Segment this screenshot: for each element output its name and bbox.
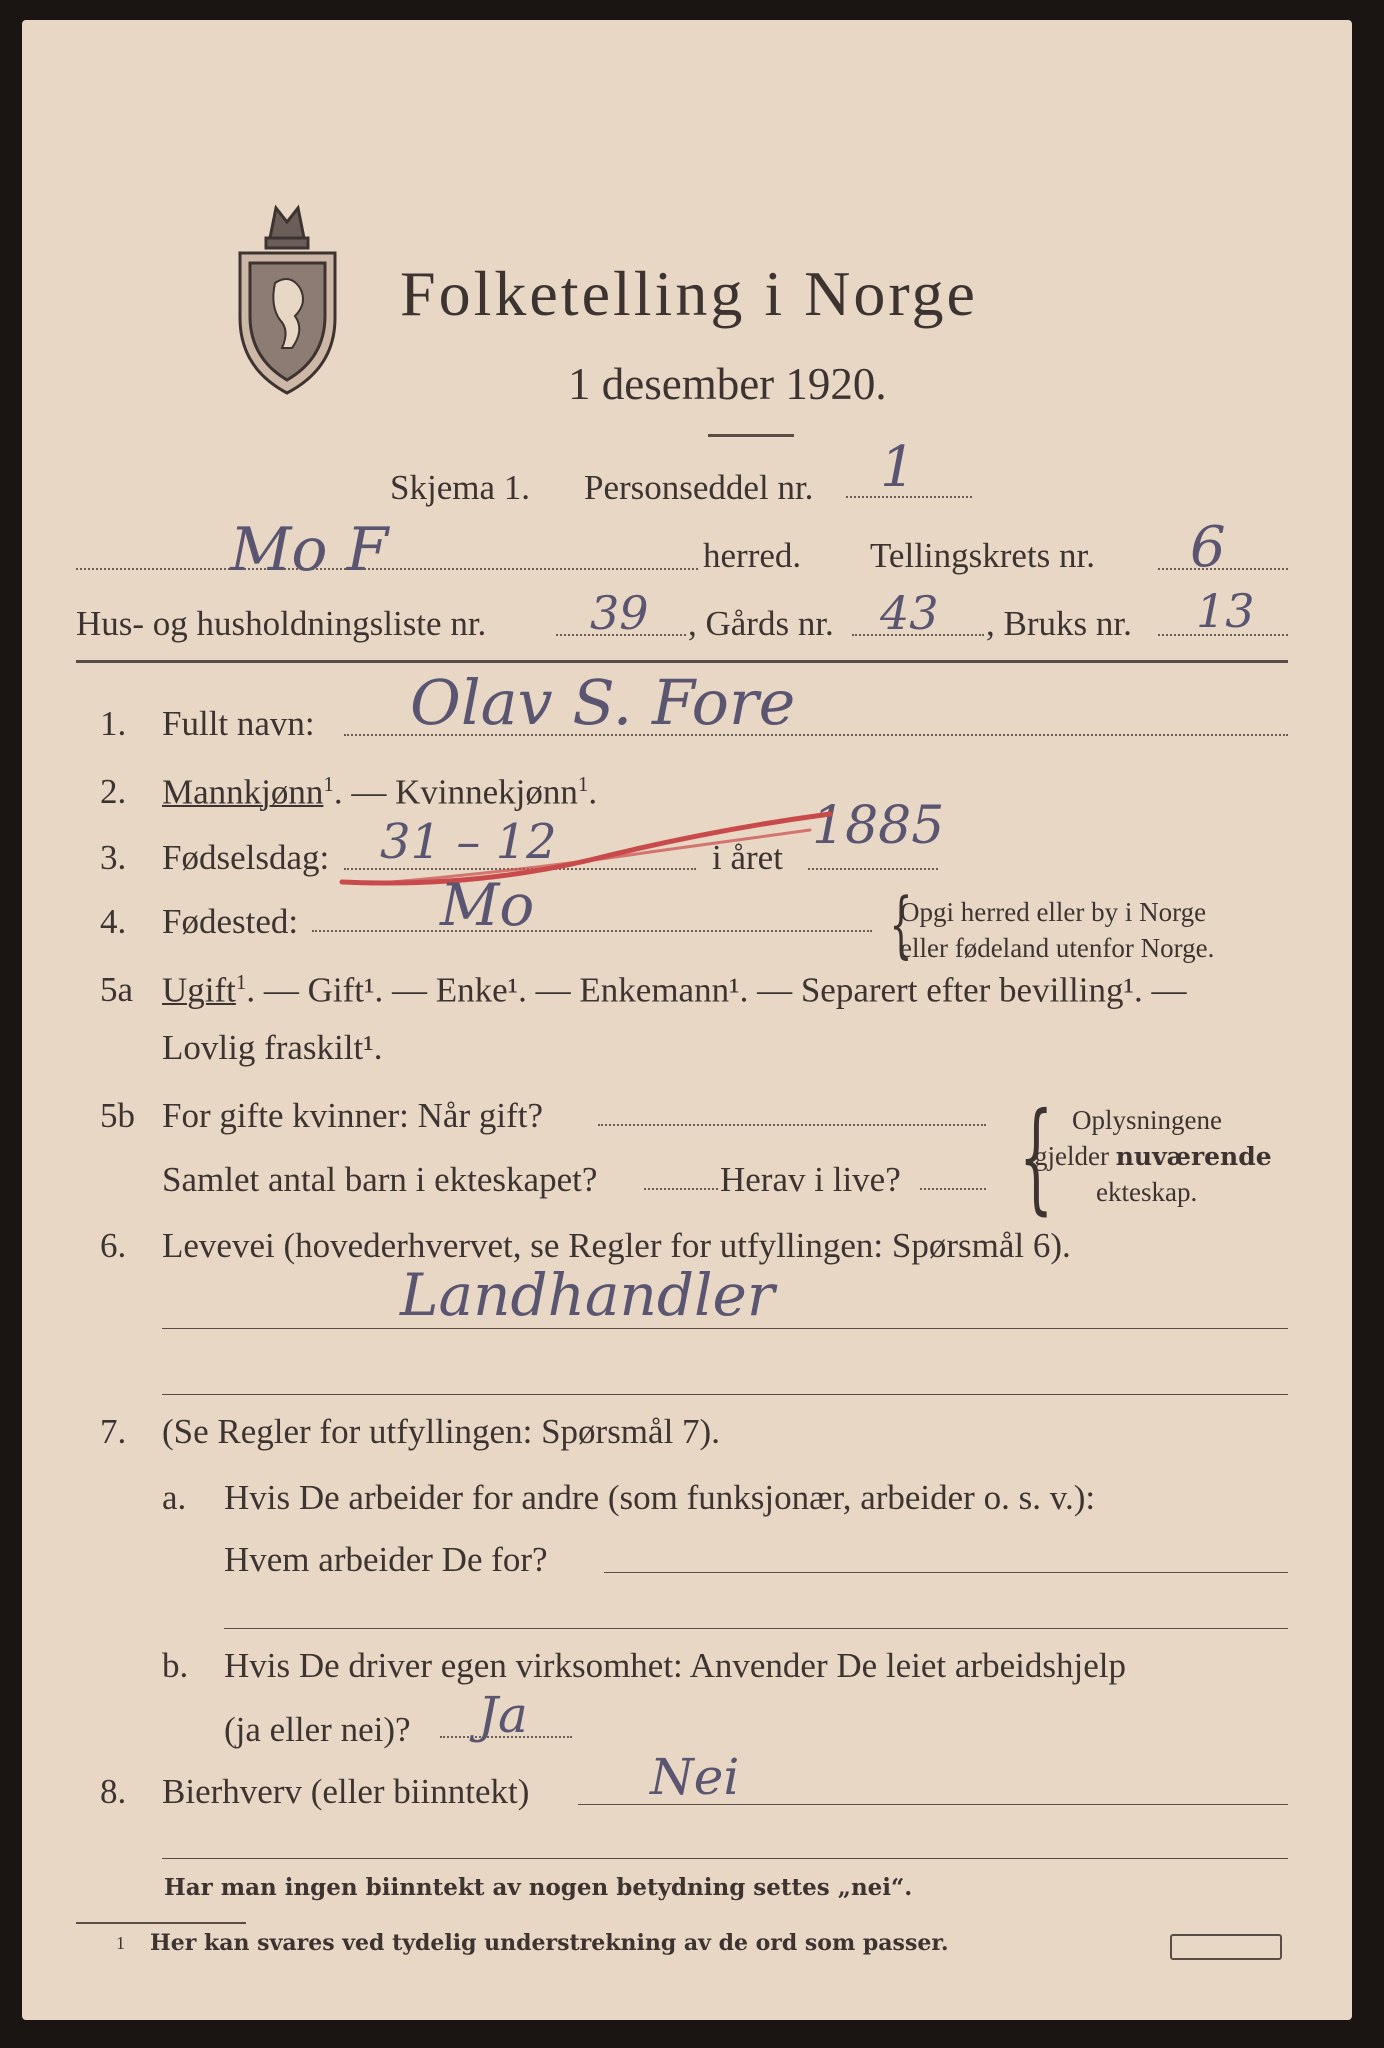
q5b-note-2a: gjelder (1034, 1141, 1116, 1171)
q7a-line1 (604, 1572, 1288, 1573)
q7a-line2 (224, 1628, 1288, 1629)
q7b-letter: b. (162, 1646, 189, 1685)
q4-brace: { (889, 882, 913, 966)
q6-label: Levevei (hovederhvervet, se Regler for utfyllingen: Spørsmål 6). (162, 1226, 1071, 1265)
q5b-label1: For gifte kvinner: Når gift? (162, 1096, 544, 1135)
q5b-note-1: Oplysningene (1072, 1105, 1222, 1135)
q8-line2 (162, 1858, 1288, 1859)
q6-number: 6. (100, 1226, 127, 1265)
q7b-label2: (ja eller nei)? (224, 1710, 411, 1749)
q4-value: Mo (440, 871, 535, 939)
q8-number: 8. (100, 1772, 127, 1811)
herred-label: herred. (703, 536, 802, 575)
q5b-note-2b: nuværende (1115, 1142, 1272, 1171)
q4-line (312, 930, 872, 932)
q3-number: 3. (100, 838, 127, 877)
q4-note-1: Opgi herred eller by i Norge (900, 897, 1207, 927)
q7b-value: Ja (478, 1686, 528, 1744)
q1-number: 1. (100, 704, 127, 743)
q5a-rest: . — Gift¹. — Enke¹. — Enkemann¹. — Separert efter bevilling¹. — (246, 970, 1187, 1010)
q5b-label2: Samlet antal barn i ekteskapet? (162, 1160, 598, 1199)
q7a-label1: Hvis De arbeider for andre (som funksjonær, arbeider o. s. v.): (224, 1478, 1096, 1517)
q4-number: 4. (100, 902, 127, 941)
personseddel-value: 1 (880, 435, 916, 500)
bruks-value: 13 (1196, 584, 1255, 638)
q5b-label3: Herav i live? (720, 1160, 901, 1199)
q6-line2 (162, 1394, 1288, 1395)
q7a-label2: Hvem arbeider De for? (224, 1540, 548, 1579)
q3-year-value: 1885 (812, 796, 945, 856)
q4-note-2: eller fødeland utenfor Norge. (900, 933, 1215, 963)
q5a-options: Ugift$^1$. — Gift¹. — Enke¹. — Enkemann¹. — Separert efter bevilling¹. — (162, 970, 1187, 1010)
q5b-brace: { (1018, 1088, 1054, 1227)
q5b-line2 (644, 1188, 718, 1190)
q3-value: 31 – 12 (380, 814, 557, 870)
gards-label: , Gårds nr. (688, 604, 834, 643)
q2-options: Mannkjønn$^1$. — Kvinnekjønn$^1$. (162, 772, 598, 812)
q7-label: (Se Regler for utfyllingen: Spørsmål 7). (162, 1412, 720, 1451)
q8-note: Har man ingen biinntekt av nogen betydning settes „nei“. (164, 1874, 913, 1901)
printer-stamp (1170, 1934, 1282, 1960)
q7b-label1: Hvis De driver egen virksomhet: Anvender De leiet arbeidshjelp (224, 1646, 1126, 1685)
hus-value: 39 (590, 586, 649, 640)
q8-value: Nei (650, 1748, 740, 1806)
red-strike-mark (330, 800, 850, 900)
tellingskrets-value: 6 (1190, 515, 1226, 580)
footnote-text: Her kan svares ved tydelig understrekning av de ord som passer. (150, 1930, 949, 1956)
q2-sep: . — (333, 772, 396, 812)
q7-number: 7. (100, 1412, 127, 1451)
census-date: 1 desember 1920. (568, 359, 887, 409)
coat-of-arms-icon (230, 198, 345, 398)
q5b-note-2 (1034, 1140, 1272, 1174)
q7a-letter: a. (162, 1478, 187, 1517)
gards-value: 43 (880, 586, 939, 640)
q6-line1 (162, 1328, 1288, 1329)
q5a-ugift: Ugift (162, 970, 236, 1010)
q5a-number: 5a (100, 970, 134, 1009)
q3-label: Fødselsdag: (162, 838, 330, 877)
q6-value: Landhandler (400, 1261, 775, 1329)
q2-male: Mannkjønn (162, 772, 324, 812)
title-divider (708, 434, 794, 437)
personseddel-label: Personseddel nr. (584, 468, 814, 507)
footnote-mark: 1 (116, 1933, 125, 1953)
tellingskrets-label: Tellingskrets nr. (870, 536, 1096, 575)
skjema-label: Skjema 1. (390, 468, 530, 507)
q1-label: Fullt navn: (162, 704, 315, 743)
q5b-number: 5b (100, 1096, 135, 1135)
herred-value: Mo F (230, 515, 389, 585)
q5b-line3 (920, 1188, 986, 1190)
q2-end: . (588, 772, 598, 812)
hus-label: Hus- og husholdningsliste nr. (76, 604, 487, 643)
q3-year-label: i året (712, 838, 783, 877)
q2-number: 2. (100, 772, 127, 811)
bruks-label: , Bruks nr. (986, 604, 1132, 643)
q2-female: Kvinnekjønn (395, 772, 578, 812)
q1-value: Olav S. Fore (410, 666, 796, 739)
q8-label: Bierhverv (eller biinntekt) (162, 1772, 530, 1811)
q4-label: Fødested: (162, 902, 299, 941)
q5b-note-3: ekteskap. (1096, 1177, 1198, 1207)
form-title: Folketelling i Norge (400, 258, 978, 329)
q5a-line2: Lovlig fraskilt¹. (162, 1028, 383, 1067)
q5b-line1 (598, 1124, 986, 1126)
section-divider (76, 660, 1288, 663)
footnote-divider (76, 1922, 246, 1924)
